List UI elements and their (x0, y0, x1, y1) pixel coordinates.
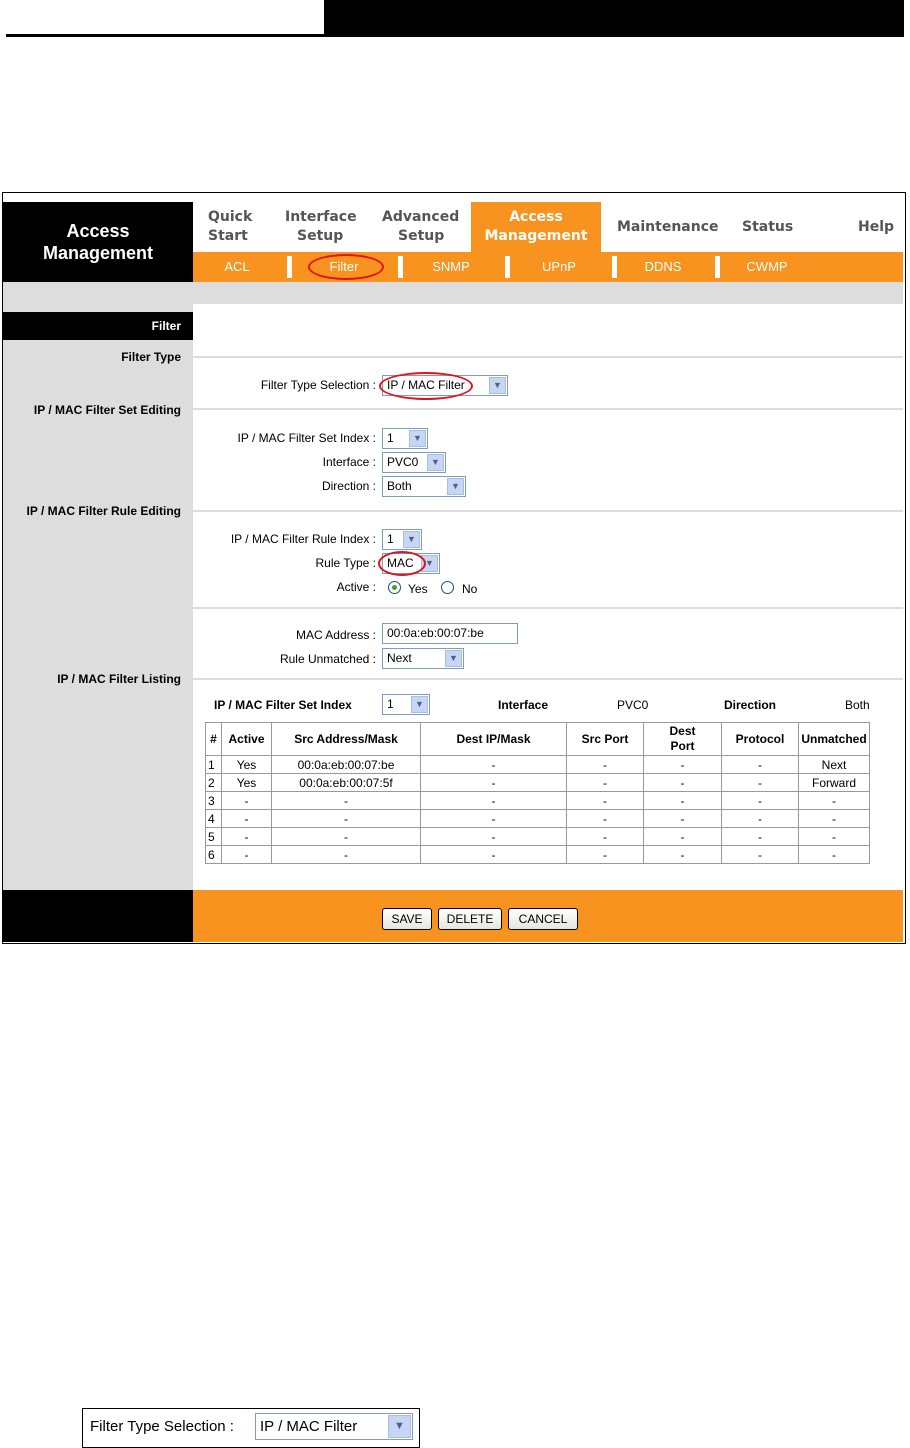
highlight-circle (379, 372, 473, 400)
crop-filter-type-value: IP / MAC Filter (260, 1418, 358, 1435)
left-label-column (3, 304, 193, 890)
table-cell: - (222, 846, 272, 864)
active-no-label: No (462, 582, 478, 596)
listing-set-index-select[interactable] (382, 694, 430, 715)
column-header: Active (222, 723, 272, 756)
mac-address-input[interactable]: 00:0a:eb:00:07:be (382, 623, 518, 644)
table-cell: - (799, 810, 870, 828)
table-cell: - (567, 792, 644, 810)
table-cell: - (222, 810, 272, 828)
table-cell: Next (799, 756, 870, 774)
table-row (206, 846, 870, 864)
highlight-circle (308, 254, 384, 280)
table-cell: - (567, 828, 644, 846)
table-cell: 2 (206, 774, 222, 792)
filter-type-label: Filter Type Selection : (260, 378, 376, 392)
divider (193, 678, 903, 680)
table-cell: - (722, 756, 799, 774)
direction-select[interactable] (382, 476, 466, 497)
divider (193, 607, 903, 609)
table-cell: - (222, 828, 272, 846)
table-cell: Yes (222, 756, 272, 774)
delete-button[interactable]: DELETE (438, 908, 502, 930)
rule-type-value: MAC (387, 556, 414, 570)
column-header: Dest IP/Mask (421, 723, 567, 756)
table-cell: - (799, 828, 870, 846)
column-header: # (206, 723, 222, 756)
set-index-value: 1 (387, 431, 394, 445)
section-rule-editing: IP / MAC Filter Rule Editing (26, 504, 181, 518)
table-cell: - (272, 846, 421, 864)
rule-unmatched-select[interactable] (382, 648, 464, 669)
listing-direction-label: Direction (724, 698, 777, 712)
rule-unmatched-label: Rule Unmatched : (279, 652, 376, 666)
listing-interface-value: PVC0 (617, 698, 649, 712)
subtab-cwmp[interactable]: CWMP (746, 259, 788, 274)
table-cell: - (272, 792, 421, 810)
table-cell: Yes (222, 774, 272, 792)
chevron-down-icon[interactable]: ▼ (447, 478, 464, 495)
table-cell: - (567, 846, 644, 864)
divider (193, 510, 903, 512)
table-cell: 5 (206, 828, 222, 846)
tab-label: Management (484, 228, 588, 244)
interface-value: PVC0 (387, 455, 419, 469)
table-cell: 3 (206, 792, 222, 810)
table-cell: - (722, 846, 799, 864)
rule-index-label: IP / MAC Filter Rule Index : (230, 532, 376, 546)
chevron-down-icon[interactable]: ▼ (403, 531, 420, 548)
tab-label: Maintenance (617, 218, 719, 235)
table-row (206, 756, 870, 774)
active-no-radio[interactable] (441, 581, 454, 594)
filter-type-value: IP / MAC Filter (387, 378, 465, 392)
tab-maintenance[interactable] (617, 202, 719, 252)
table-cell: - (272, 810, 421, 828)
set-index-label: IP / MAC Filter Set Index : (237, 431, 376, 445)
divider (193, 408, 903, 410)
save-button[interactable]: SAVE (382, 908, 432, 930)
filter-listing-table (205, 722, 870, 864)
subtab-separator (612, 256, 617, 278)
table-cell: - (722, 828, 799, 846)
table-cell: - (421, 828, 567, 846)
table-row (206, 792, 870, 810)
rule-index-value: 1 (387, 532, 394, 546)
chevron-down-icon[interactable]: ▼ (388, 1415, 411, 1438)
tab-label: Status (742, 218, 794, 235)
spacer-bar (3, 282, 903, 304)
sub-nav (193, 252, 903, 282)
tab-label: Setup (398, 228, 445, 244)
subtab-separator (505, 256, 510, 278)
tab-interface-setup[interactable] (285, 202, 357, 252)
table-cell: - (644, 846, 722, 864)
table-cell: - (567, 810, 644, 828)
tab-label: Start (208, 228, 248, 244)
subtab-separator (715, 256, 720, 278)
subtab-acl[interactable]: ACL (224, 259, 250, 274)
table-cell: - (421, 810, 567, 828)
tab-label: Access (509, 209, 563, 225)
listing-set-index-label: IP / MAC Filter Set Index (214, 698, 352, 712)
tab-label: Interface (285, 209, 357, 225)
table-cell: 6 (206, 846, 222, 864)
page-logo (3, 202, 193, 282)
table-cell: 4 (206, 810, 222, 828)
table-cell: 1 (206, 756, 222, 774)
table-cell: - (644, 756, 722, 774)
subtab-filter[interactable]: Filter (329, 259, 359, 274)
subtab-snmp[interactable]: SNMP (432, 259, 470, 274)
table-cell: - (644, 774, 722, 792)
table-cell: - (421, 774, 567, 792)
listing-direction-value: Both (845, 698, 870, 712)
section-listing: IP / MAC Filter Listing (57, 672, 181, 686)
chevron-down-icon[interactable]: ▼ (411, 696, 428, 713)
column-header: Dest Port (644, 723, 722, 756)
column-header: Unmatched (799, 723, 870, 756)
column-header: Src Port (567, 723, 644, 756)
table-cell: 00:0a:eb:00:07:be (272, 756, 421, 774)
set-index-select[interactable] (382, 428, 428, 449)
table-cell: - (644, 828, 722, 846)
subtab-separator (287, 256, 292, 278)
logo-line2: Management (42, 243, 154, 263)
chevron-down-icon[interactable]: ▼ (421, 555, 438, 572)
rule-unmatched-value: Next (387, 651, 412, 665)
crop-filter-type-label: Filter Type Selection : (90, 1418, 234, 1435)
tab-label: Quick (208, 209, 253, 225)
chevron-down-icon[interactable]: ▼ (445, 650, 462, 667)
crop-filter-type-select[interactable] (255, 1413, 413, 1440)
table-cell: - (222, 792, 272, 810)
table-cell: - (272, 828, 421, 846)
table-cell: Forward (799, 774, 870, 792)
section-set-editing: IP / MAC Filter Set Editing (33, 403, 181, 417)
direction-value: Both (387, 479, 412, 493)
table-cell: - (421, 756, 567, 774)
table-cell: - (421, 792, 567, 810)
column-header: Protocol (722, 723, 799, 756)
highlight-circle (378, 551, 426, 576)
subtab-ddns[interactable]: DDNS (644, 259, 682, 274)
table-cell: - (722, 810, 799, 828)
table-row (206, 774, 870, 792)
direction-label: Direction : (321, 479, 376, 493)
rule-index-select[interactable] (382, 529, 422, 550)
listing-interface-label: Interface (498, 698, 549, 712)
table-row (206, 828, 870, 846)
table-cell: - (421, 846, 567, 864)
tab-label: Advanced (382, 209, 460, 225)
main-nav (193, 202, 903, 252)
radio-dot (392, 585, 397, 590)
tab-advanced-setup[interactable] (382, 202, 459, 252)
section-filter-type: Filter Type (121, 350, 181, 364)
doc-header-bar (324, 0, 904, 37)
chevron-down-icon[interactable]: ▼ (409, 430, 426, 447)
chevron-down-icon[interactable]: ▼ (427, 454, 444, 471)
footer-left (3, 890, 193, 942)
table-cell: - (799, 792, 870, 810)
mac-address-label: MAC Address : (295, 628, 376, 642)
tab-status[interactable] (742, 202, 793, 252)
table-cell: 00:0a:eb:00:07:5f (272, 774, 421, 792)
doc-header-rule (6, 34, 324, 37)
table-row (206, 810, 870, 828)
tab-label: Help (858, 218, 895, 235)
table-cell: - (644, 792, 722, 810)
table-cell: - (799, 846, 870, 864)
table-cell: - (722, 792, 799, 810)
section-filter: Filter (3, 312, 193, 340)
subtab-upnp[interactable]: UPnP (542, 259, 576, 274)
column-header: Src Address/Mask (272, 723, 421, 756)
active-yes-label: Yes (408, 582, 428, 596)
divider (193, 356, 903, 358)
active-yes-radio[interactable] (388, 581, 401, 594)
listing-set-index-value: 1 (387, 697, 394, 711)
tab-access-management[interactable] (471, 202, 601, 252)
logo-line1: Access (66, 221, 130, 241)
table-cell: - (722, 774, 799, 792)
tab-label: Setup (297, 228, 344, 244)
interface-label: Interface : (322, 455, 376, 469)
table-cell: - (567, 756, 644, 774)
subtab-separator (398, 256, 403, 278)
interface-select[interactable] (382, 452, 446, 473)
rule-type-label: Rule Type : (315, 556, 376, 570)
tab-help[interactable] (858, 202, 894, 252)
active-label: Active : (336, 580, 376, 594)
chevron-down-icon[interactable]: ▼ (489, 377, 506, 394)
table-cell: - (567, 774, 644, 792)
table-header-row (206, 723, 870, 756)
table-cell: - (644, 810, 722, 828)
cancel-button[interactable]: CANCEL (508, 908, 578, 930)
tab-quick-start[interactable] (208, 202, 252, 252)
